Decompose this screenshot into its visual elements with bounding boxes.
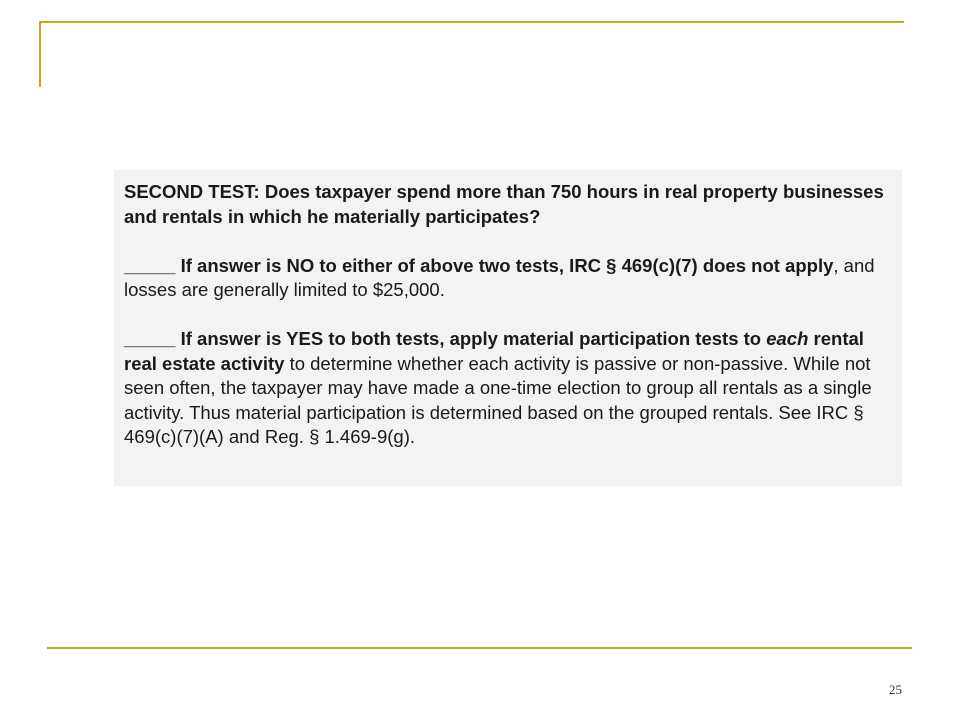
answer-yes-bold-text: If answer is YES to both tests, apply material participation tests to: [175, 328, 767, 349]
page-number: 25: [889, 682, 902, 697]
answer-yes-bold-text-2: rental real estate activity: [124, 328, 864, 374]
answer-no-blank: _____: [124, 254, 176, 276]
answer-no-bold-text: If answer is NO to either of above two tests, IRC § 469(c)(7) does not apply: [175, 254, 834, 276]
answer-no-paragraph: [124, 254, 894, 303]
frame-bottom-border: [47, 647, 912, 649]
answer-no-text: , and losses are generally limited to $25,000.: [124, 254, 875, 300]
second-test-question: Does taxpayer spend more than 750 hours in real property businesses and rentals in which he materially participates?: [124, 181, 884, 227]
frame-left-border: [39, 21, 41, 87]
slide-body: [124, 180, 894, 450]
second-test-label: SECOND TEST:: [124, 181, 260, 202]
answer-yes-paragraph: [124, 327, 894, 450]
answer-yes-italic-each: each: [766, 328, 809, 349]
answer-yes-blank: _____: [124, 328, 176, 349]
second-test-paragraph: [124, 180, 894, 229]
answer-yes-text: to determine whether each activity is passive or non-passive. While not seen often, the taxpayer may have made a one-time election to group all rentals as a single activity. Thus material participation is determined based on the grouped rentals. See IRC § 469(c)(7)(A) and Reg. § 1.469-9(g).: [124, 352, 872, 447]
frame-top-border: [39, 21, 904, 23]
